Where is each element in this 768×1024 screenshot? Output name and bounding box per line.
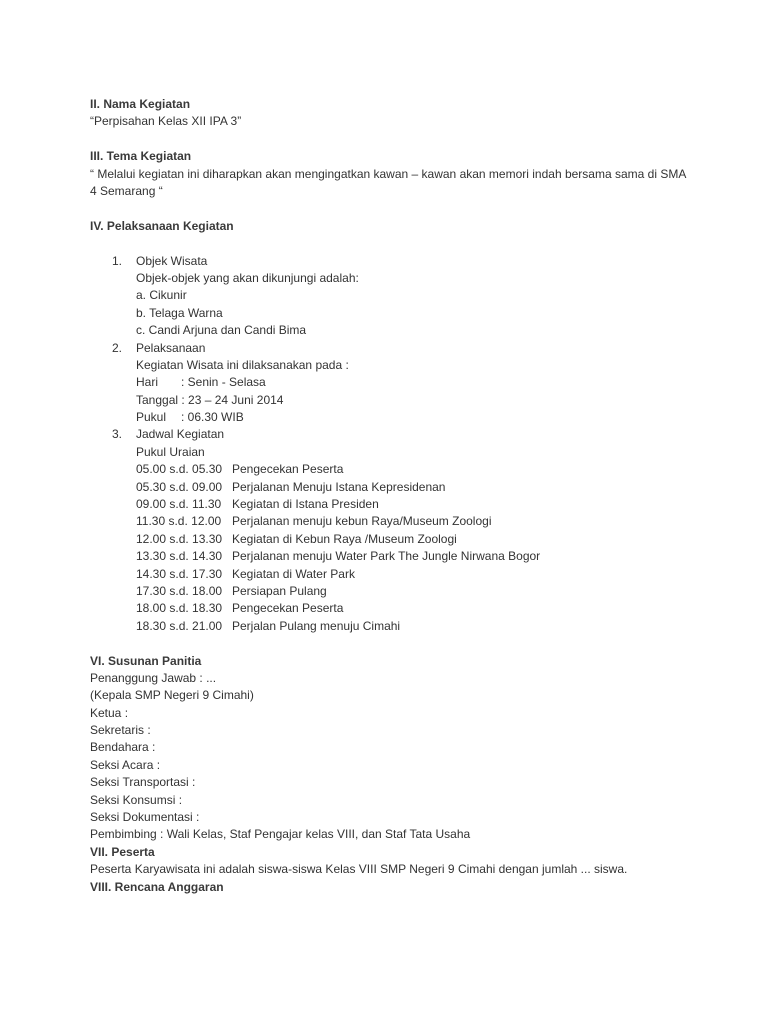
schedule-row [90, 548, 690, 565]
objek-intro: Objek-objek yang akan dikunjungi adalah: [136, 270, 359, 285]
list-item-objek-wisata [90, 253, 690, 270]
schedule-time: 11.30 s.d. 12.00 [136, 514, 222, 529]
pukul-value: : 06.30 WIB [181, 410, 244, 425]
schedule-time: 05.00 s.d. 05.30 [136, 462, 223, 477]
heading-rencana-anggaran: VIII. Rencana Anggaran [90, 879, 224, 894]
list-item-jadwal-kegiatan [90, 426, 690, 443]
schedule-time: 05.30 s.d. 09.00 [136, 479, 223, 494]
schedule-row [90, 566, 690, 583]
schedule-desc: Kegiatan di Kebun Raya /Museum Zoologi [232, 531, 457, 546]
schedule-desc: Pengecekan Peserta [232, 601, 344, 616]
panitia-line: Seksi Transportasi : [90, 775, 196, 790]
heading-tema-kegiatan: III. Tema Kegiatan [90, 149, 192, 164]
panitia-line: (Kepala SMP Negeri 9 Cimahi) [90, 688, 254, 703]
panitia-line: Sekretaris : [90, 723, 151, 738]
schedule-time: 09.00 s.d. 11.30 [136, 497, 222, 512]
heading-susunan-panitia: VI. Susunan Panitia [90, 653, 202, 668]
schedule-time: 12.00 s.d. 13.30 [136, 531, 223, 546]
schedule-row [90, 531, 690, 548]
list-number: 2. [112, 340, 123, 355]
pelaksanaan-intro: Kegiatan Wisata ini dilaksanakan pada : [136, 357, 349, 372]
heading-peserta: VII. Peserta [90, 844, 155, 859]
schedule-row [90, 600, 690, 617]
heading-pelaksanaan-kegiatan: IV. Pelaksanaan Kegiatan [90, 218, 234, 233]
nama-kegiatan-text: “Perpisahan Kelas XII IPA 3” [90, 114, 242, 129]
objek-line: c. Candi Arjuna dan Candi Bima [136, 323, 307, 338]
schedule-desc: Perjalanan Menuju Istana Kepresidenan [232, 479, 446, 494]
schedule-row [90, 583, 690, 600]
tema-kegiatan-text: “ Melalui kegiatan ini diharapkan akan mengingatkan kawan – kawan akan memori indah bersama sama di SMA 4 Semarang “ [90, 166, 686, 198]
schedule-desc: Pengecekan Peserta [232, 462, 344, 477]
objek-line: b. Telaga Warna [136, 305, 223, 320]
tanggal-value: : 23 – 24 Juni 2014 [181, 392, 284, 407]
heading-nama-kegiatan: II. Nama Kegiatan [90, 97, 191, 111]
list-number: 1. [112, 253, 123, 268]
schedule-desc: Perjalanan menuju Water Park The Jungle Nirwana Bogor [232, 549, 541, 564]
list-item-title: Pelaksanaan [136, 340, 206, 355]
hari-row [90, 374, 690, 391]
tanggal-label: Tanggal [136, 392, 179, 407]
schedule-desc: Kegiatan di Water Park [232, 566, 355, 581]
panitia-line: Pembimbing : Wali Kelas, Staf Pengajar kelas VIII, dan Staf Tata Usaha [90, 827, 471, 842]
schedule-desc: Persiapan Pulang [232, 583, 327, 598]
schedule-row [90, 496, 690, 513]
schedule-time: 14.30 s.d. 17.30 [136, 566, 223, 581]
panitia-line: Bendahara : [90, 740, 156, 755]
panitia-line: Seksi Acara : [90, 757, 161, 772]
peserta-text: Peserta Karyawisata ini adalah siswa-siswa Kelas VIII SMP Negeri 9 Cimahi dengan jumlah ... siswa. [90, 862, 628, 877]
schedule-time: 17.30 s.d. 18.00 [136, 583, 223, 598]
schedule-row [90, 618, 690, 635]
hari-label: Hari [136, 375, 159, 390]
objek-line: a. Cikunir [136, 288, 187, 303]
schedule-row [90, 513, 690, 530]
panitia-line: Ketua : [90, 705, 129, 720]
schedule-row [90, 479, 690, 496]
schedule-time: 18.30 s.d. 21.00 [136, 618, 223, 633]
panitia-line: Seksi Dokumentasi : [90, 810, 200, 825]
list-item-title: Objek Wisata [136, 253, 208, 268]
list-item-pelaksanaan [90, 340, 690, 357]
panitia-line: Penanggung Jawab : ... [90, 670, 217, 685]
schedule-desc: Kegiatan di Istana Presiden [232, 497, 379, 512]
panitia-line: Seksi Konsumsi : [90, 792, 183, 807]
schedule-desc: Perjalanan menuju kebun Raya/Museum Zoologi [232, 514, 492, 529]
pukul-label: Pukul [136, 410, 167, 425]
pukul-row [90, 409, 690, 426]
list-item-title: Jadwal Kegiatan [136, 427, 225, 442]
document-page [90, 96, 690, 896]
schedule-row [90, 461, 690, 478]
hari-value: : Senin - Selasa [181, 375, 266, 390]
schedule-time: 13.30 s.d. 14.30 [136, 549, 223, 564]
schedule-desc: Perjalan Pulang menuju Cimahi [232, 618, 401, 633]
tanggal-row [90, 392, 690, 409]
list-number: 3. [112, 427, 123, 442]
schedule-time: 18.00 s.d. 18.30 [136, 601, 223, 616]
schedule-header: Pukul Uraian [136, 444, 205, 459]
